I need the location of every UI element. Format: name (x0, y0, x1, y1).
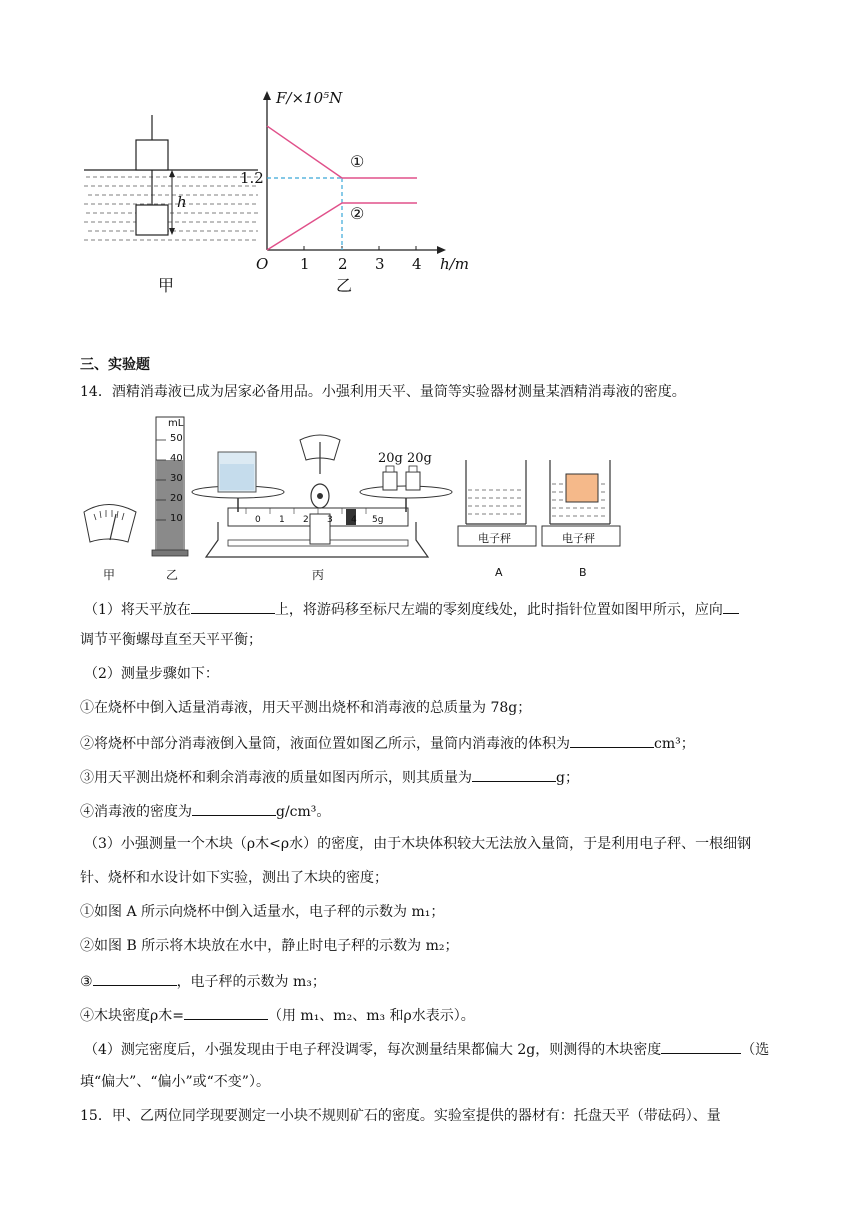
q14-part4-line2: 填“偏大”、“偏小”或“不变”）。 (80, 1074, 270, 1090)
figure-h-label: h (177, 193, 187, 211)
beam-tick-0: 0 (255, 515, 261, 525)
q14-t4a: ④木块密度ρ木= (80, 1008, 184, 1024)
figure-yi-caption: 乙 (336, 276, 353, 295)
q14-p1b: 上，将游码移至标尺左端的零刻度线处，此时指针位置如图甲所示，应向 (274, 602, 723, 618)
q14-p1a: （1）将天平放在 (84, 602, 191, 618)
answer-blank-mass[interactable] (472, 766, 556, 782)
q14-s2a: ②将烧杯中部分消毒液倒入量筒，液面位置如图乙所示，量筒内消毒液的体积为 (80, 736, 570, 752)
scale-b-label: 电子秤 (562, 532, 595, 545)
answer-blank-volume[interactable] (570, 732, 654, 748)
answer-blank-wood-density[interactable] (184, 1004, 268, 1020)
beam-tick-5g: 5g (372, 515, 384, 525)
q14-stem: 14．酒精消毒液已成为居家必备用品。小强利用天平、量筒等实验器材测量某酒精消毒液的密度。 (80, 384, 686, 400)
q14-step1: ①在烧杯中倒入适量消毒液，用天平测出烧杯和消毒液的总质量为 78g； (80, 700, 532, 716)
curve-2-label: ② (350, 204, 365, 223)
q14-s4b: g/cm³。 (276, 804, 331, 820)
q14-part1-line1 (84, 598, 739, 620)
fig-label-a: A (495, 566, 503, 579)
balance-pointer-dial (84, 505, 136, 543)
beam-tick-3: 3 (327, 515, 333, 525)
answer-blank-p1-2[interactable] (723, 598, 739, 614)
q14-part3-line2: 针、烧杯和水设计如下实验，测出了木块的密度； (80, 870, 388, 886)
weights-label: 20g 20g (378, 451, 432, 466)
q14-part4-line1 (84, 1038, 769, 1060)
y-tick-1-2: 1.2 (240, 169, 264, 187)
q14-t4 (80, 1004, 475, 1026)
figure-yi-graph (263, 91, 446, 254)
figure-jia-yi (80, 85, 500, 300)
q14-part1-line2: 调节平衡螺母直至天平平衡； (80, 632, 262, 648)
origin-label: O (256, 255, 269, 273)
fig-label-b: B (579, 566, 587, 579)
beam-tick-2: 2 (303, 515, 309, 525)
q14-s2b: cm³； (654, 736, 695, 752)
fig-label-jia: 甲 (103, 568, 116, 582)
answer-blank-bias[interactable] (661, 1038, 741, 1054)
cylinder-tick-50: 50 (170, 433, 183, 444)
q14-part2: （2）测量步骤如下： (84, 666, 219, 682)
q14-t1: ①如图 A 所示向烧杯中倒入适量水，电子秤的示数为 m₁； (80, 904, 445, 920)
q14-t3a: ③ (80, 974, 93, 990)
q14-s4a: ④消毒液的密度为 (80, 804, 192, 820)
cylinder-tick-30: 30 (170, 473, 183, 484)
fig-label-yi: 乙 (166, 568, 179, 582)
fig-label-bing: 丙 (312, 568, 325, 582)
q14-figure (78, 412, 628, 587)
x-tick-1: 1 (300, 255, 310, 273)
q14-t4b: （用 m₁、m₂、m₃ 和ρ水表示）。 (267, 1008, 475, 1024)
cylinder-tick-20: 20 (170, 493, 183, 504)
q14-p4a: （4）测完密度后，小强发现由于电子秤没调零，每次测量结果都偏大 2g，则测得的木块密度 (84, 1042, 662, 1058)
x-tick-3: 3 (375, 255, 385, 273)
answer-blank-step3[interactable] (93, 970, 177, 986)
x-axis-label: h/m (440, 255, 469, 273)
beam-tick-4: 4 (351, 515, 357, 525)
q14-t2: ②如图 B 所示将木块放在水中，静止时电子秤的示数为 m₂； (80, 938, 459, 954)
cylinder-tick-10: 10 (170, 513, 183, 524)
q14-part3-line1: （3）小强测量一个木块（ρ木<ρ水）的密度，由于木块体积较大无法放入量筒，于是利用电子秤、一根细钢 (84, 836, 752, 852)
q14-p4b: （选 (741, 1042, 770, 1058)
curve-1-label: ① (350, 152, 365, 171)
beam-tick-1: 1 (279, 515, 285, 525)
scale-a-label: 电子秤 (478, 532, 511, 545)
cylinder-tick-40: 40 (170, 453, 183, 464)
x-tick-2: 2 (338, 255, 348, 273)
cylinder-unit: mL (168, 418, 184, 429)
q14-t3 (80, 970, 326, 992)
q14-step4 (80, 800, 330, 822)
q14-s3b: g； (556, 770, 579, 786)
x-tick-4: 4 (412, 255, 422, 273)
y-axis-label: F/×10⁵N (276, 89, 343, 107)
q14-step3 (80, 766, 579, 788)
figure-jia-caption: 甲 (158, 276, 175, 295)
answer-blank-density[interactable] (192, 800, 276, 816)
q15-stem: 15．甲、乙两位同学现要测定一小块不规则矿石的密度。实验室提供的器材有：托盘天平（带砝码）、量 (80, 1108, 721, 1124)
q14-step2 (80, 732, 695, 754)
answer-blank-p1-1[interactable] (191, 598, 275, 614)
figure-jia (84, 115, 258, 240)
section-title: 三、实验题 (80, 357, 150, 373)
q14-s3a: ③用天平测出烧杯和剩余消毒液的质量如图丙所示，则其质量为 (80, 770, 472, 786)
q14-t3b: ，电子秤的示数为 m₃； (176, 974, 326, 990)
